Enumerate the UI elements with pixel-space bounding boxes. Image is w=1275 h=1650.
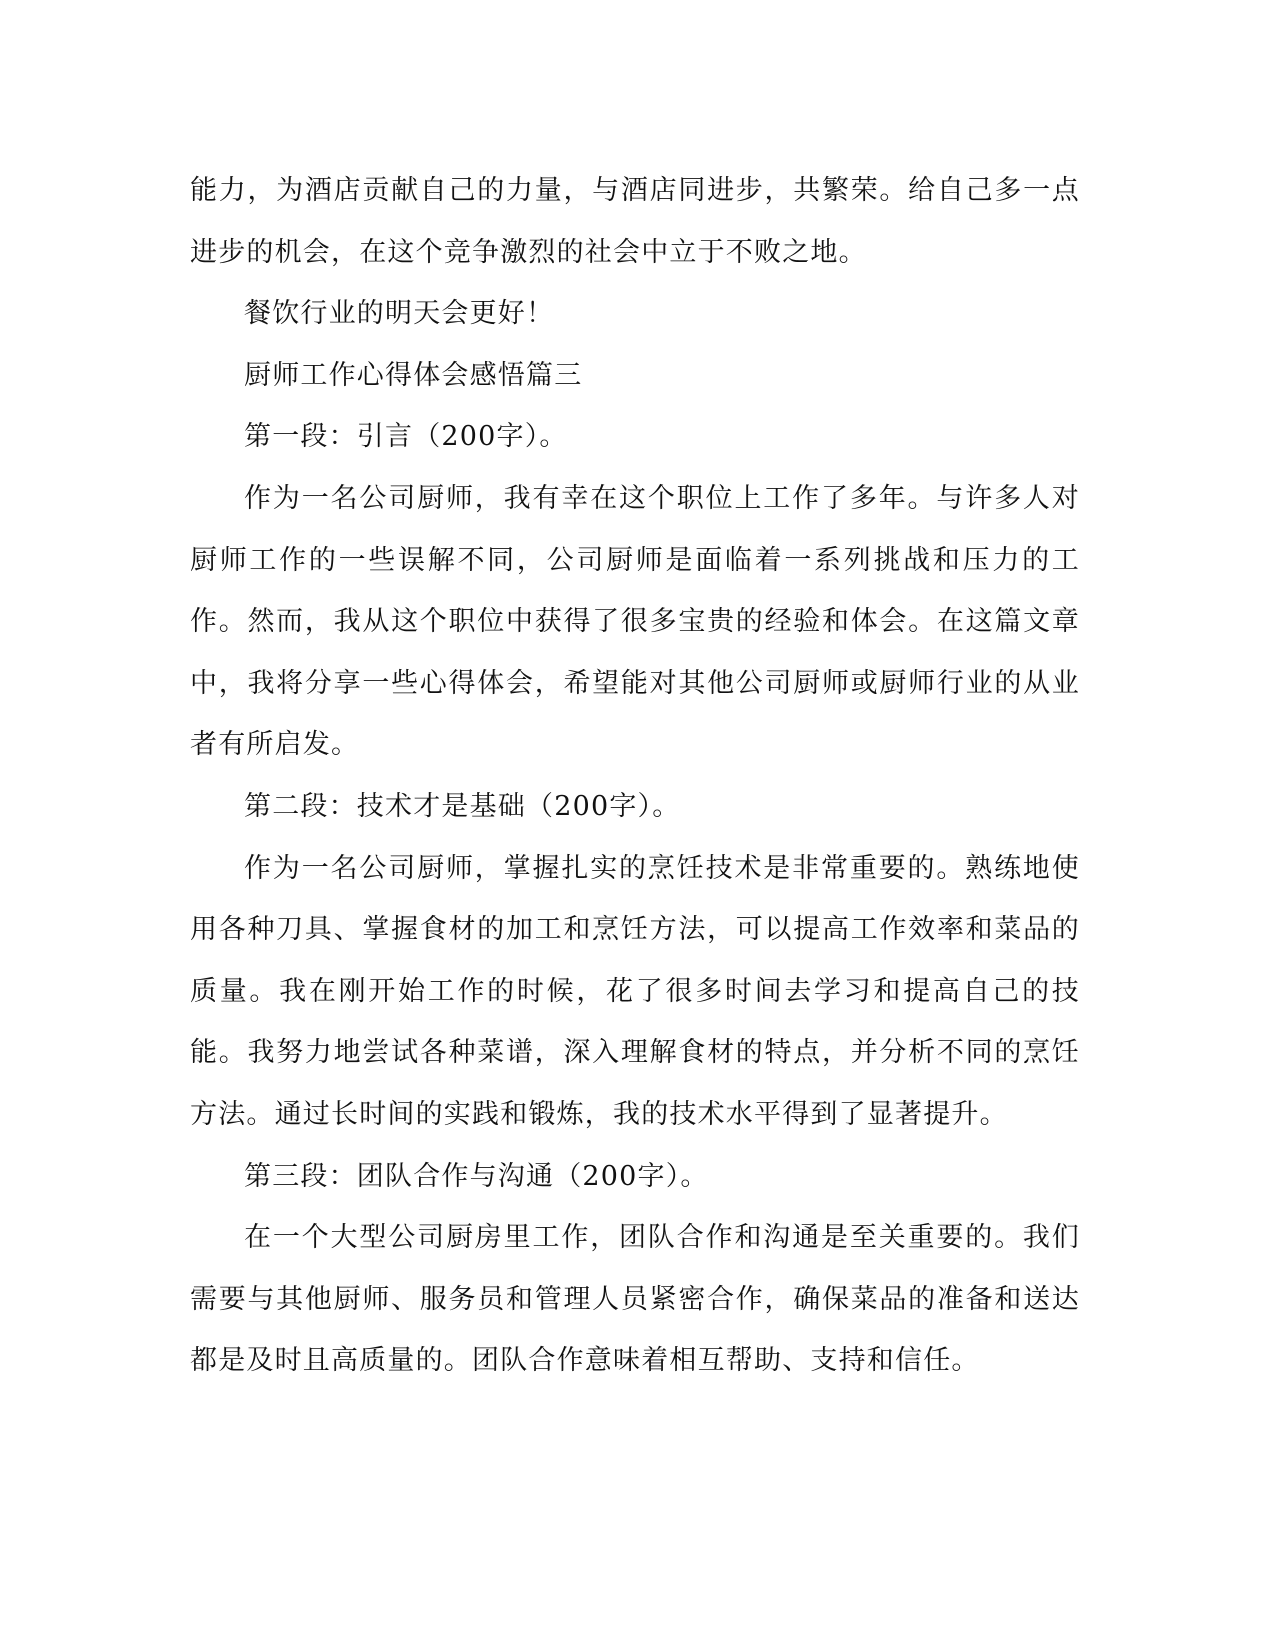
paragraph-continuation: 能力，为酒店贡献自己的力量，与酒店同进步，共繁荣。给自己多一点进步的机会，在这个竞争激烈的社会中立于不败之地。 (190, 175, 1080, 268)
section-heading-1: 第一段：引言（200字）。 (244, 421, 568, 453)
section-title: 厨师工作心得体会感悟篇三 (244, 359, 583, 391)
document-page (190, 160, 1080, 1392)
paragraph-teamwork: 在一个大型公司厨房里工作，团队合作和沟通是至关重要的。我们需要与其他厨师、服务员和管理人员紧密合作，确保菜品的准备和送达都是及时且高质量的。团队合作意味着相互帮助、支持和信任。 (190, 1222, 1080, 1377)
section-heading-3: 第三段：团队合作与沟通（200字）。 (244, 1160, 709, 1192)
paragraph-closing-line: 餐饮行业的明天会更好！ (244, 298, 555, 330)
paragraph-intro: 作为一名公司厨师，我有幸在这个职位上工作了多年。与许多人对厨师工作的一些误解不同，公司厨师是面临着一系列挑战和压力的工作。然而，我从这个职位中获得了很多宝贵的经验和体会。在这篇文章中，我将分享一些心得体会，希望能对其他公司厨师或厨师行业的从业者有所启发。 (190, 482, 1080, 761)
paragraph-technique: 作为一名公司厨师，掌握扎实的烹饪技术是非常重要的。熟练地使用各种刀具、掌握食材的加工和烹饪方法，可以提高工作效率和菜品的质量。我在刚开始工作的时候，花了很多时间去学习和提高自己的技能。我努力地尝试各种菜谱，深入理解食材的特点，并分析不同的烹饪方法。通过长时间的实践和锻炼，我的技术水平得到了显著提升。 (190, 852, 1080, 1130)
section-heading-2: 第二段：技术才是基础（200字）。 (244, 790, 681, 822)
